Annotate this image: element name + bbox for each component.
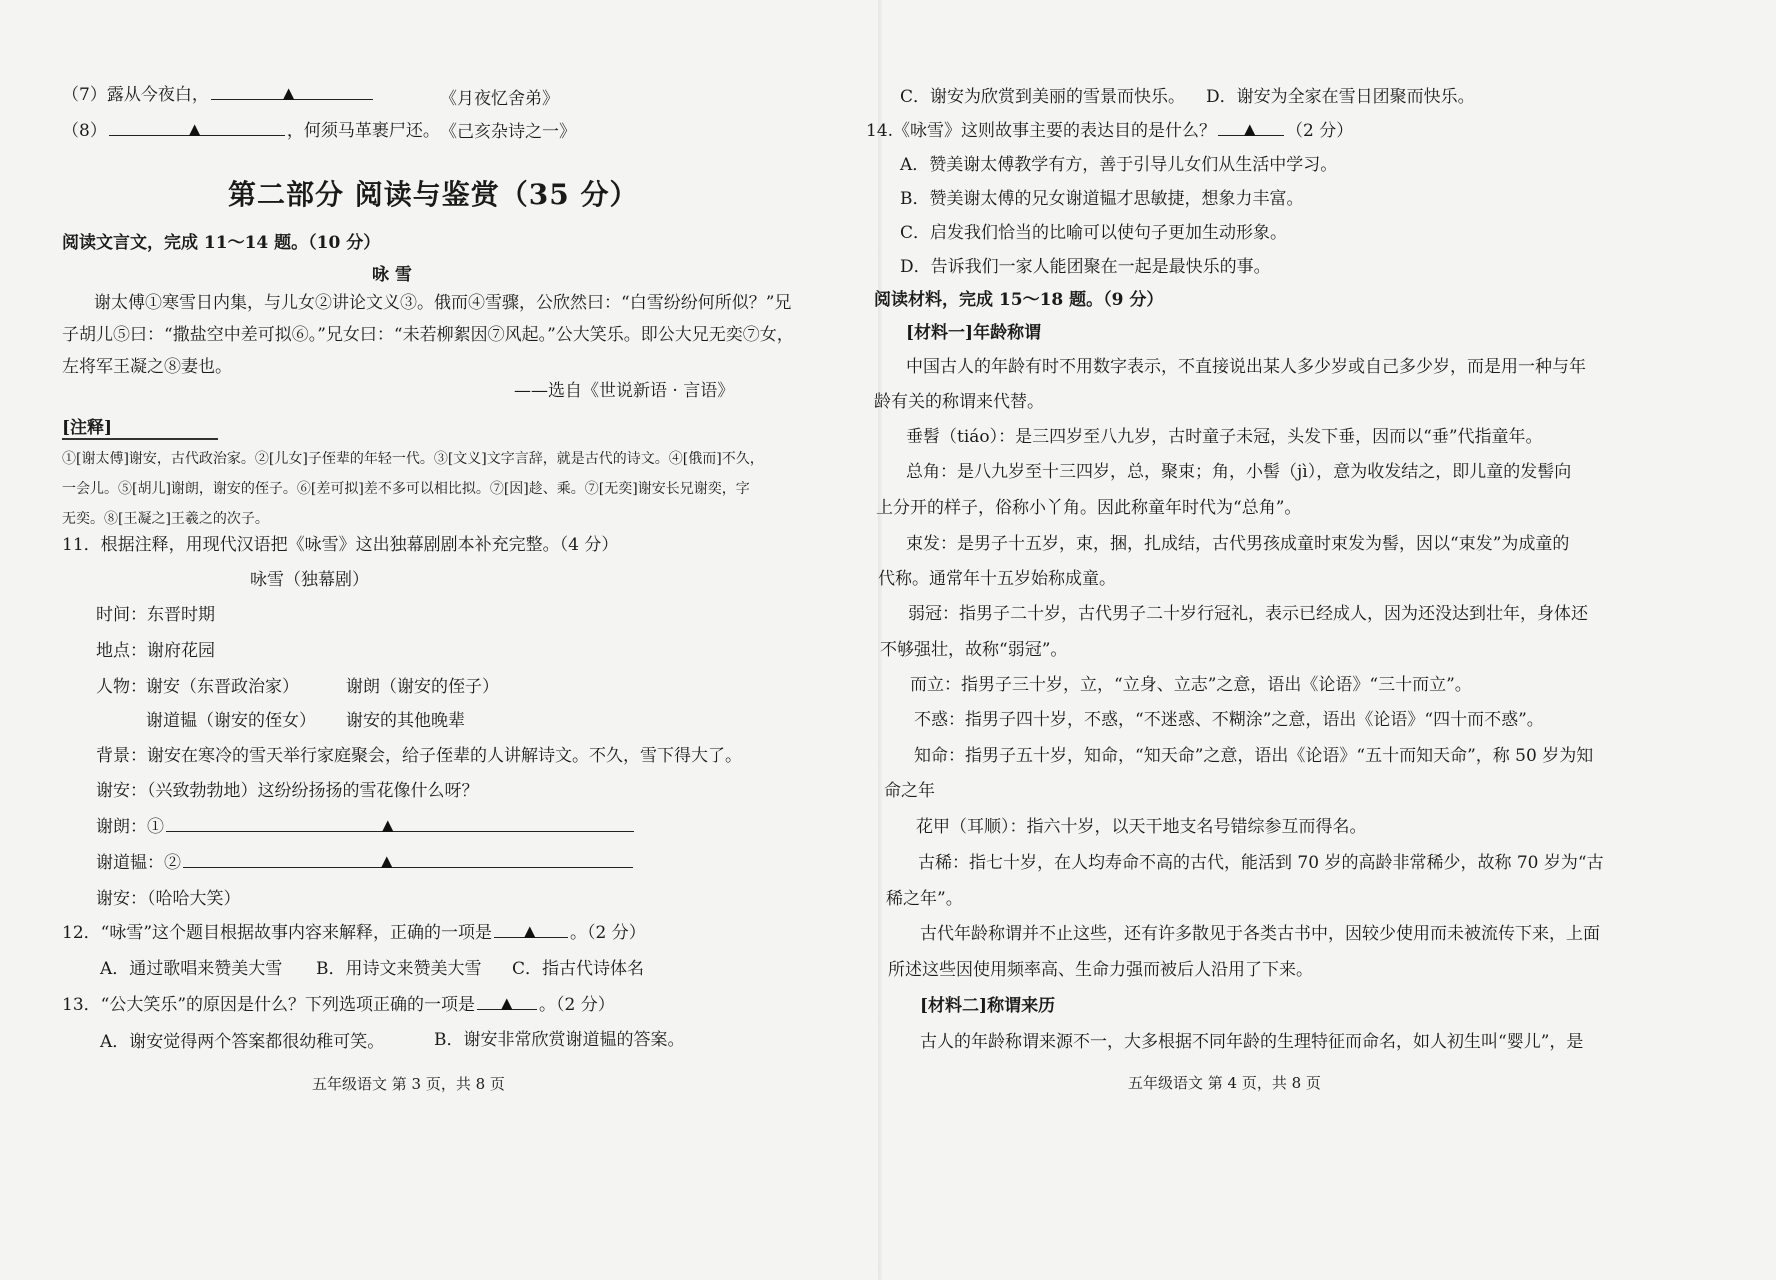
character: 谢道韫（谢安的侄女）: [146, 711, 316, 731]
play-place: 地点：谢府花园: [96, 641, 215, 661]
answer-blank[interactable]: [109, 121, 285, 136]
material-1-title: [材料一]年龄称谓: [906, 323, 1042, 343]
material-line: 古代年龄称谓并不止这些，还有许多散见于各类古书中，因较少使用而未被流传下来，上面: [920, 924, 1600, 944]
q14-option-b: B．赞美谢太傅的兄女谢道韫才思敏捷，想象力丰富。: [900, 189, 1304, 209]
answer-blank[interactable]: [494, 923, 568, 938]
q14-option-a: A．赞美谢太傅教学有方，善于引导儿女们从生活中学习。: [900, 155, 1338, 175]
question-7: [62, 84, 375, 106]
q12-text: 12．“咏雪”这个题目根据故事内容来解释，正确的一项是: [62, 923, 493, 943]
play-characters-label: 人物：: [96, 677, 147, 697]
material-line: 弱冠：指男子二十岁，古代男子二十岁行冠礼，表示已经成人，因为还没达到壮年，身体还: [908, 604, 1588, 624]
dialogue-xie-lang: [96, 816, 636, 838]
triangle-marker: ▲: [381, 852, 393, 870]
notes-underline: [62, 438, 218, 440]
q13-text: 13．“公大笑乐”的原因是什么？下列选项正确的一项是: [62, 995, 476, 1015]
triangle-marker: ▲: [1244, 120, 1256, 138]
q12-score: 。（2 分）: [570, 923, 646, 943]
page-footer: 五年级语文 第 3 页，共 8 页: [312, 1075, 505, 1093]
material-line: 不够强壮，故称“弱冠”。: [880, 640, 1068, 660]
passage-source: ——选自《世说新语 · 言语》: [514, 381, 735, 401]
material-line: 稀之年”。: [886, 889, 963, 909]
q12-option-b: B．用诗文来赞美大雪: [316, 959, 482, 979]
material-line: 不惑：指男子四十岁，不惑，“不迷惑、不糊涂”之意，语出《论语》“四十而不惑”。: [914, 710, 1544, 730]
passage-line: 谢太傅①寒雪日内集，与儿女②讲论文义③。俄而④雪骤，公欣然曰：“白雪纷纷何所似？”兄: [94, 293, 792, 313]
triangle-marker: ▲: [524, 922, 536, 940]
q12-option-a: A．通过歌唱来赞美大雪: [100, 959, 283, 979]
dialogue-xie-an: 谢安：（兴致勃勃地）这纷纷扬扬的雪花像什么呀？: [96, 781, 479, 801]
material-line: 代称。通常年十五岁始称成童。: [878, 569, 1116, 589]
character: 谢朗（谢安的侄子）: [346, 677, 499, 697]
q14-score: （2 分）: [1286, 121, 1354, 141]
material-line: 古人的年龄称谓来源不一，大多根据不同年龄的生理特征而命名，如人初生叫“婴儿”，是: [920, 1032, 1584, 1052]
notes-title: [注释]: [62, 418, 113, 438]
character: 谢安的其他晚辈: [346, 711, 465, 731]
q14-option-d: D．告诉我们一家人能团聚在一起是最快乐的事。: [900, 257, 1271, 277]
page-footer: 五年级语文 第 4 页，共 8 页: [1128, 1074, 1321, 1092]
triangle-marker: ▲: [382, 816, 394, 834]
material-line: 所述这些因使用频率高、生命力强而被后人沿用了下来。: [888, 960, 1313, 980]
material-line: 而立：指男子三十岁，立，“立身、立志”之意，语出《论语》“三十而立”。: [910, 675, 1472, 695]
section-title: 第二部分 阅读与鉴赏（35 分）: [228, 178, 639, 211]
character: 谢安（东晋政治家）: [146, 677, 299, 697]
q14-text: 14.《咏雪》这则故事主要的表达目的是什么？: [866, 121, 1217, 141]
material-line: 花甲（耳顺）：指六十岁，以天干地支名号错综参互而得名。: [916, 817, 1367, 837]
material-line: 命之年: [884, 781, 935, 801]
material-line: 中国古人的年龄有时不用数字表示，不直接说出某人多少岁或自己多少岁，而是用一种与年: [906, 357, 1586, 377]
dialogue-label: 谢朗：①: [96, 817, 164, 837]
play-title: 咏雪（独幕剧）: [250, 570, 369, 590]
answer-blank[interactable]: [211, 85, 373, 100]
dialogue-label: 谢道韫：②: [96, 853, 181, 873]
material-line: 古稀：指七十岁，在人均寿命不高的古代，能活到 70 岁的高龄非常稀少，故称 70 岁为“古: [918, 853, 1604, 873]
material-line: 上分开的样子，俗称小丫角。因此称童年时代为“总角”。: [876, 498, 1302, 518]
triangle-marker: ▲: [282, 84, 295, 102]
question-12: [62, 922, 646, 944]
answer-blank[interactable]: [183, 853, 633, 868]
material-line: 龄有关的称谓来代替。: [874, 392, 1044, 412]
q13-option-c: C．谢安为欣赏到美丽的雪景而快乐。: [900, 87, 1186, 107]
triangle-marker: ▲: [188, 120, 201, 138]
q8-text: ，何须马革裹尸还。: [286, 121, 440, 141]
q13-option-d: D．谢安为全家在雪日团聚而快乐。: [1206, 87, 1475, 107]
page-3: [0, 0, 880, 1280]
note-line: 无奕。⑧[王凝之]王羲之的次子。: [62, 511, 269, 527]
material-2-title: [材料二]称谓来历: [920, 996, 1056, 1016]
reading-instruction: 阅读文言文，完成 11～14 题。（10 分）: [62, 233, 381, 253]
passage-line: 左将军王凝之⑧妻也。: [62, 357, 232, 377]
q14-option-c: C．启发我们恰当的比喻可以使句子更加生动形象。: [900, 223, 1288, 243]
answer-blank[interactable]: [477, 995, 537, 1010]
q13-option-b: B．谢安非常欣赏谢道韫的答案。: [434, 1030, 685, 1050]
question-11: 11．根据注释，用现代汉语把《咏雪》这出独幕剧剧本补充完整。（4 分）: [62, 535, 619, 555]
poem-title: 咏 雪: [372, 265, 412, 285]
play-time: 时间：东晋时期: [96, 605, 215, 625]
q7-source: 《月夜忆舍弟》: [440, 89, 559, 109]
answer-blank[interactable]: [166, 817, 634, 832]
q12-option-c: C．指古代诗体名: [512, 959, 645, 979]
material-line: 束发：是男子十五岁，束，捆，扎成结，古代男孩成童时束发为髻，因以“束发”为成童的: [906, 534, 1570, 554]
q7-text: （7）露从今夜白，: [62, 85, 209, 105]
note-line: ①[谢太傅]谢安，古代政治家。②[儿女]子侄辈的年轻一代。③[文义]文字言辞，就是古代的诗文。④[俄而]不久，: [62, 451, 764, 467]
page-4: [866, 0, 1776, 1280]
passage-line: 子胡儿⑤曰：“撒盐空中差可拟⑥。”兄女曰：“未若柳絮因⑦风起。”公大笑乐。即公大兄无奕⑦女，: [62, 325, 794, 345]
answer-blank[interactable]: [1218, 121, 1284, 136]
material-line: 总角：是八九岁至十三四岁，总，聚束；角，小髻（jì），意为收发结之，即儿童的发髻向: [906, 462, 1572, 482]
dialogue-xie-an-laugh: 谢安：（哈哈大笑）: [96, 889, 241, 909]
question-14: [866, 120, 1353, 142]
material-line: 知命：指男子五十岁，知命，“知天命”之意，语出《论语》“五十而知天命”，称 50 岁为知: [914, 746, 1594, 766]
q13-score: 。（2 分）: [539, 995, 615, 1015]
q13-option-a: A．谢安觉得两个答案都很幼稚可笑。: [100, 1032, 385, 1052]
q8-label: （8）: [62, 121, 107, 141]
play-background: 背景：谢安在寒冷的雪天举行家庭聚会，给子侄辈的人讲解诗文。不久，雪下得大了。: [96, 746, 742, 766]
q8-source: 《己亥杂诗之一》: [440, 122, 576, 142]
question-8: [62, 120, 440, 142]
material-line: 垂髫（tiáo）：是三四岁至八九岁，古时童子未冠，头发下垂，因而以“垂”代指童年。: [906, 427, 1543, 447]
reading-instruction-2: 阅读材料，完成 15～18 题。（9 分）: [874, 290, 1164, 310]
triangle-marker: ▲: [501, 994, 513, 1012]
note-line: 一会儿。⑤[胡儿]谢朗，谢安的侄子。⑥[差可拟]差不多可以相比拟。⑦[因]趁、乘。⑦[无奕]谢安长兄谢奕，字: [62, 481, 750, 497]
question-13: [62, 994, 615, 1016]
dialogue-xie-daoyun: [96, 852, 635, 874]
